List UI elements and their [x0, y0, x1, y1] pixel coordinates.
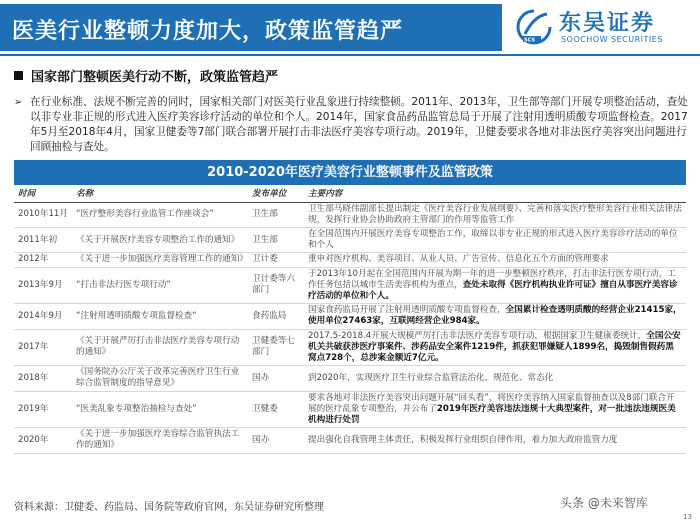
cell-time: 2011年初 [14, 227, 72, 252]
title-bar [0, 4, 502, 51]
content-text: 到2020年，实现医疗卫生行业综合监管法治化、规范化、常态化 [308, 372, 554, 383]
arrow-bullet-icon: ➢ [14, 97, 23, 108]
col-header-time: 时间 [14, 185, 72, 202]
cell-unit: 卫计委 [248, 253, 304, 267]
content-highlight: 2019年医疗美容违法违规十大典型案件，对一批违法违规医美机构进行处罚 [308, 403, 676, 425]
bullet-square-icon [14, 71, 23, 80]
cell-time: 2019年 [14, 391, 72, 428]
cell-unit: 食药监局 [248, 304, 304, 329]
cell-time: 2017年 [14, 329, 72, 366]
content-highlight: 全国公安机关共破获涉医疗事案件、涉药品安全案件1219件，抓获犯罪嫌疑人1899名，捣毁制售假药黑窝点728个，总涉案金额近7亿元。 [308, 330, 681, 363]
policy-table-box [14, 160, 686, 454]
cell-time: 2020年 [14, 428, 72, 453]
cell-unit: 国办 [248, 366, 304, 391]
table-row [14, 227, 686, 252]
cell-name: 《关于进一步加强医疗美容管理工作的通知》 [72, 253, 248, 267]
cell-time: 2012年 [14, 253, 72, 267]
page-title: 医美行业整顿力度加大，政策监管趋严 [12, 19, 404, 44]
table-row [14, 428, 686, 453]
watermark: 头条 @未来智库 [560, 496, 648, 510]
table-row [14, 202, 686, 227]
header-divider [0, 54, 700, 56]
cell-content [304, 267, 686, 304]
content-text: 重申对医疗机构、美容项目、从业人员、广告宣传、信息化五个方面的管理要求 [308, 254, 609, 265]
cell-content [304, 329, 686, 366]
intro-paragraph-text: 在行业标准、法规不断完善的同时，国家相关部门对医美行业乱象进行持续整顿。2011年、2013年，卫生部等部门开展专项整治活动，查处以非专业非正规的形式进入医疗美容诊疗活动的单位和个人。2014年，国家食品药品监管总局于开展了注射用透明质酸专项监督检查。2017年5月至2018年4月，国家卫健委等7部门联合部署开展打击非法医疗美容专项行动。2019年，卫健委要求各地对非法医疗美容突出问题进行回顾抽检与查处。 [30, 96, 688, 153]
cell-time: 2010年11月 [14, 202, 72, 227]
cell-name: 《关于进一步加强医疗美容综合监管执法工作的通知》 [72, 428, 248, 453]
cell-content [304, 253, 686, 267]
table-title: 2010-2020年医疗美容行业整顿事件及监管政策 [14, 160, 686, 185]
cell-unit: 卫健委 [248, 391, 304, 428]
cell-name: “医美乱象专项整治抽检与查处” [72, 391, 248, 428]
cell-content [304, 202, 686, 227]
cell-name: 《关于开展严厉打击非法医疗美容专项行动的通知》 [72, 329, 248, 366]
table-row [14, 253, 686, 267]
logo-en-text: SOOCHOW SECURITIES [561, 35, 663, 44]
content-text: 卫生部马晓伟副部长提出制定《医疗美容行业发展纲要》、完善和落实医疗整形美容行业相关法律法规，发挥行业协会协助政府主管部门的作用等监管工作 [308, 203, 682, 225]
page-header [0, 0, 700, 58]
page-number: 13 [683, 513, 692, 521]
sceo-logo-icon [515, 8, 553, 46]
cell-name: “注射用透明质酸专项监督检查“ [72, 304, 248, 329]
table-row [14, 391, 686, 428]
source-note: 资料来源：卫健委、药监局、国务院等政府官网，东吴证券研究所整理 [14, 502, 324, 513]
logo-cn-text: 东吴证券 [559, 11, 656, 36]
col-header-name: 名称 [72, 185, 248, 202]
svg-text:SCS: SCS [524, 37, 535, 44]
cell-name: 《关于开展医疗美容专项整治工作的通知》 [72, 227, 248, 252]
cell-unit: 国办 [248, 428, 304, 453]
cell-content [304, 304, 686, 329]
content-text: 于2013年10月起在全国范围内开展为期一年的进一步整顿医疗秩序，打击非法行医专项行动，工作任务包括以城市生活美容机构为重点， [308, 268, 676, 290]
table-row [14, 267, 686, 304]
table-row [14, 304, 686, 329]
col-header-content: 主要内容 [304, 185, 686, 202]
section-heading [14, 66, 694, 85]
content-text: 提出强化自我管理主体责任，积极发挥行业组织自律作用，着力加大政府监管力度 [308, 434, 618, 445]
cell-content [304, 428, 686, 453]
cell-content [304, 391, 686, 428]
brand-logo [515, 6, 695, 50]
cell-content [304, 227, 686, 252]
cell-time: 2018年 [14, 366, 72, 391]
cell-unit: 卫生部 [248, 227, 304, 252]
table-body [14, 202, 686, 453]
content-highlight: 查处未取得《医疗机构执业许可证》擅自从事医疗美容诊疗活动的单位和个人。 [308, 279, 678, 301]
cell-content [304, 366, 686, 391]
content-text: 要求各地对非法医疗美容突出问题开展“回头看”，将医疗美容纳入国家监督抽查以及8部门联合开展的医疗乱象专项整治，并公布了 [308, 392, 675, 414]
content-text: 在全国范围内开展医疗美容专项整治工作，取缔以非专业正规的形式进入医疗美容诊疗活动的单位和个人 [308, 228, 678, 251]
cell-time: 2014年9月 [14, 304, 72, 329]
cell-name: “医疗整形美容行业监管工作座谈会” [72, 202, 248, 227]
content-highlight: 全国累计检查透明质酸的经营企业21415家，使用单位27463家，互联网经营企业984家。 [308, 305, 682, 327]
policy-table [14, 185, 686, 454]
intro-paragraph [14, 95, 694, 155]
cell-unit: 卫健委等七部门 [248, 329, 304, 366]
section-heading-text: 国家部门整顿医美行动不断，政策监管趋严 [31, 70, 279, 85]
cell-name: 《国务院办公厅关于改革完善医疗卫生行业综合监管制度的指导意见》 [72, 366, 248, 391]
table-header-row [14, 185, 686, 202]
table-row [14, 329, 686, 366]
content-text: 2017.5-2018.4开展大规模严厉打击非法医疗美容专项行动，根据国家卫生健康委统计， [308, 330, 647, 341]
cell-time: 2013年9月 [14, 267, 72, 304]
col-header-unit: 发布单位 [248, 185, 304, 202]
intro-section [14, 66, 694, 155]
cell-unit: 卫计委等六部门 [248, 267, 304, 304]
content-text: 国家食药监局开展了注射用透明质酸专项监督检查， [308, 305, 506, 316]
table-row [14, 366, 686, 391]
cell-name: “打击非法行医专项行动” [72, 267, 248, 304]
cell-unit: 卫生部 [248, 202, 304, 227]
